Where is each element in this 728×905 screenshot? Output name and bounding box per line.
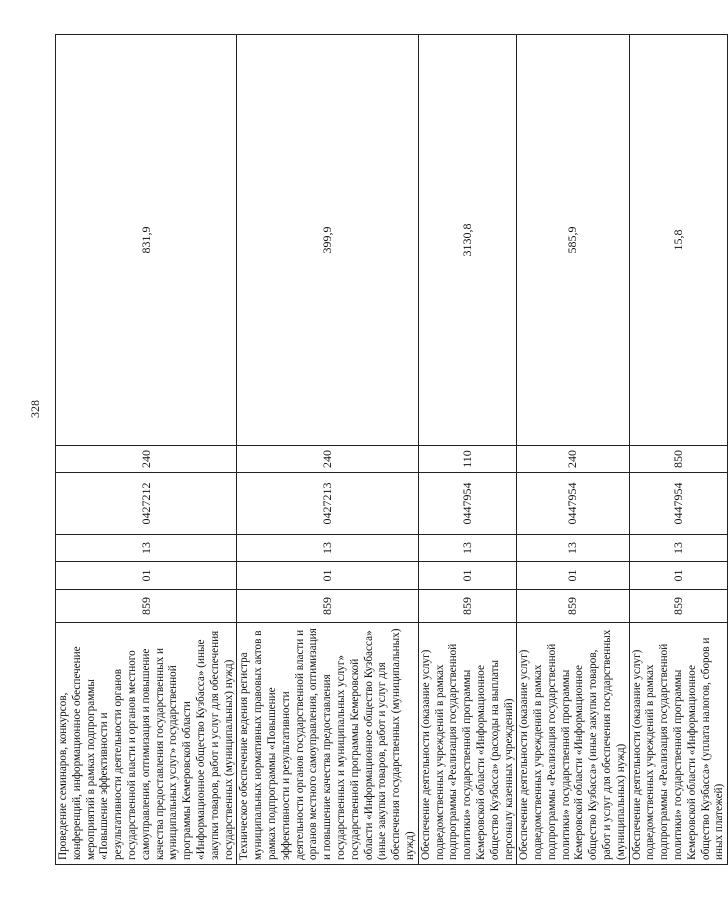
rotated-table-container <box>55 35 726 865</box>
budget-table <box>55 34 728 865</box>
row-amount: 399,9 <box>237 35 418 446</box>
row-grbs-code: 859 <box>418 590 517 623</box>
table-row <box>237 35 418 865</box>
row-target-article-code: 0427213 <box>237 473 418 535</box>
page-number: 328 <box>28 400 42 418</box>
row-expense-type-code: 850 <box>629 446 728 473</box>
row-expense-type-code: 240 <box>517 446 629 473</box>
row-amount: 3130,8 <box>418 35 517 446</box>
row-target-article-code: 0447954 <box>517 473 629 535</box>
row-grbs-code: 859 <box>517 590 629 623</box>
row-grbs-code: 859 <box>237 590 418 623</box>
row-amount: 831,9 <box>56 35 237 446</box>
row-description: Обеспечение деятельности (оказание услуг) подведомственных учреждений в рамках подпрограммы «Реализация государственной политики» государственной программы Кемеровской области «Информационное общество Кузбасса» (расходы на выплаты персоналу казенных учреждений) <box>418 623 517 865</box>
row-amount: 585,9 <box>517 35 629 446</box>
table-row <box>56 35 237 865</box>
row-target-article-code: 0427212 <box>56 473 237 535</box>
row-description: Проведение семинаров, конкурсов, конференций, информационное обеспечение мероприятий в рамках подпрограммы «Повышение эффективности и результативности деятельности органов государственной власти и органов местного самоуправления, оптимизация и повышение качества предоставления государственных и муниципальных услуг» государственной программы Кемеровской области «Информационное общество Кузбасса» (иные закупки товаров, работ и услуг для обеспечения государственных (муниципальных) нужд) <box>56 623 237 865</box>
row-grbs-code: 859 <box>56 590 237 623</box>
row-subsection-code: 13 <box>517 535 629 562</box>
table-row <box>517 35 629 865</box>
row-section-code: 01 <box>56 562 237 590</box>
row-section-code: 01 <box>237 562 418 590</box>
row-subsection-code: 13 <box>56 535 237 562</box>
row-amount: 15,8 <box>629 35 728 446</box>
budget-table-area <box>55 35 726 865</box>
row-expense-type-code: 240 <box>237 446 418 473</box>
table-row <box>418 35 517 865</box>
row-subsection-code: 13 <box>629 535 728 562</box>
row-description: Обеспечение деятельности (оказание услуг) подведомственных учреждений в рамках подпрограммы «Реализация государственной политики» государственной программы Кемеровской области «Информационное общество Кузбасса» (иные закупки товаров, работ и услуг для обеспечения государственных (муниципальных) нужд) <box>517 623 629 865</box>
row-section-code: 01 <box>517 562 629 590</box>
row-description: Обеспечение деятельности (оказание услуг) подведомственных учреждений в рамках подпрограммы «Реализация государственной политики» государственной программы Кемеровской области «Информационное общество Кузбасса» (уплата налогов, сборов и иных платежей) <box>629 623 728 865</box>
row-section-code: 01 <box>418 562 517 590</box>
row-expense-type-code: 110 <box>418 446 517 473</box>
row-subsection-code: 13 <box>418 535 517 562</box>
row-section-code: 01 <box>629 562 728 590</box>
row-subsection-code: 13 <box>237 535 418 562</box>
row-target-article-code: 0447954 <box>629 473 728 535</box>
row-grbs-code: 859 <box>629 590 728 623</box>
row-target-article-code: 0447954 <box>418 473 517 535</box>
row-expense-type-code: 240 <box>56 446 237 473</box>
table-row <box>629 35 728 865</box>
row-description: Техническое обеспечение ведения регистра муниципальных нормативных правовых актов в рамках подпрограммы «Повышение эффективности и результативности деятельности органов государственной власти и органов местного самоуправления, оптимизация и повышение качества предоставления государственных и муниципальных услуг» государственной программы Кемеровской области «Информационное общество Кузбасса» (иные закупки товаров, работ и услуг для обеспечения государственных (муниципальных) нужд) <box>237 623 418 865</box>
